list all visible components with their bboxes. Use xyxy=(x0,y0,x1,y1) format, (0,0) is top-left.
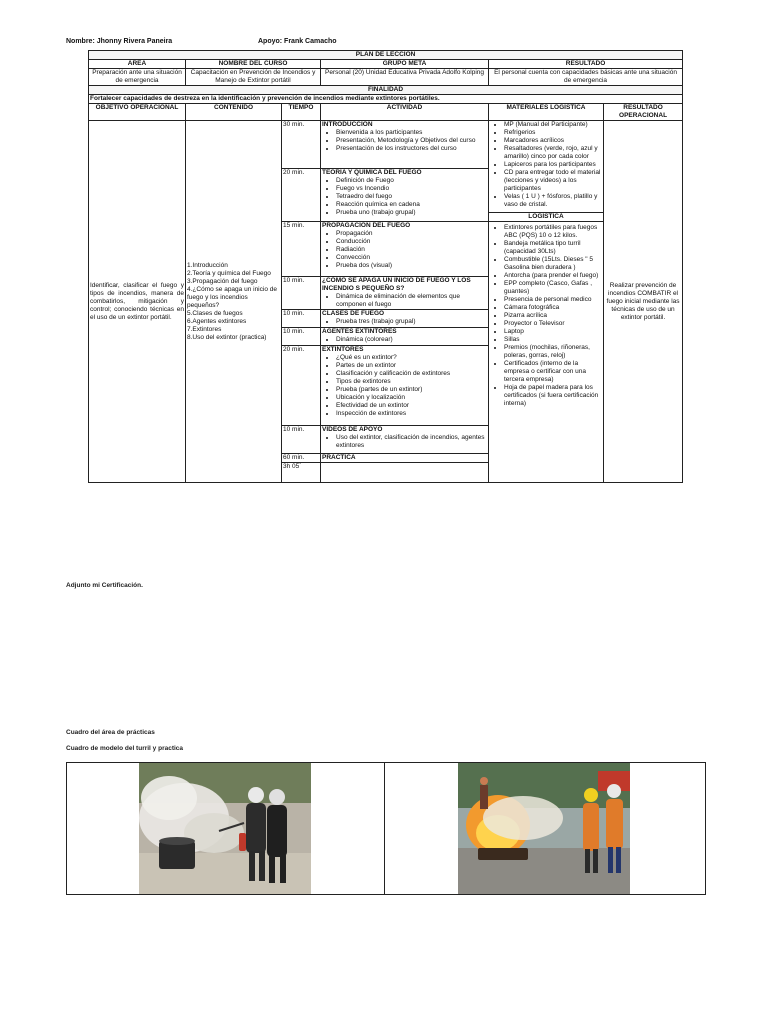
time-cell: 20 min. xyxy=(282,169,321,222)
activity-item: • Efectividad de un extintor xyxy=(336,402,487,410)
activity-item: • Bienvenida a los participantes xyxy=(336,129,487,137)
logistics-item: • Sillas xyxy=(504,336,602,344)
logistics-item: • Cámara fotográfica xyxy=(504,304,602,312)
header-contenido: CONTENIDO xyxy=(186,104,282,121)
activity-item: • Conducción xyxy=(336,238,487,246)
finalidad-label: FINALIDAD xyxy=(89,86,683,95)
extinguisher-practice-photo-2 xyxy=(458,763,630,894)
plan-title: PLAN DE LECCION xyxy=(89,51,683,60)
finalidad-text: Fortalecer capacidades de destreza en la identificación y prevención de incendios mediante extintores portátiles. xyxy=(89,95,683,104)
activity-cell xyxy=(321,426,489,454)
material-item: • MP (Manual del Participante) xyxy=(504,121,602,129)
logistics-item: • Premios (mochilas, riñoneras, poleras, gorras, reloj) xyxy=(504,344,602,360)
activity-cell xyxy=(321,222,489,277)
activity-item: • Prueba dos (visual) xyxy=(336,262,487,270)
activity-item: • Dinámica de eliminación de elementos que componen el fuego xyxy=(336,293,487,309)
activity-title: AGENTES EXTINTORES xyxy=(322,328,397,335)
practice-photos xyxy=(66,762,706,895)
activity-item: • Partes de un extintor xyxy=(336,362,487,370)
author-name: Nombre: Jhonny Rivera Paneira xyxy=(66,38,173,45)
time-cell: 10 min. xyxy=(282,310,321,328)
content-item: 8.Uso del extintor (practica) xyxy=(187,333,267,341)
col-grupo: GRUPO META xyxy=(321,60,489,69)
activity-item: • Prueba uno (trabajo grupal) xyxy=(336,209,487,217)
logistics-item: • Extintores portátiles para fuegos ABC (PQS) 10 o 12 kilos. xyxy=(504,224,602,240)
time-cell: 10 min. xyxy=(282,328,321,346)
logistics-label: LOGISTICA xyxy=(489,212,603,222)
activity-title: CLASES DE FUEGO xyxy=(322,310,385,317)
activity-item: • Propagación xyxy=(336,230,487,238)
activity-title: EXTINTORES xyxy=(322,346,364,353)
activity-item: • Clasificación y calificación de extintores xyxy=(336,370,487,378)
activity-item: • Ubicación y localización xyxy=(336,394,487,402)
activity-cell xyxy=(321,310,489,328)
time-cell: 30 min. xyxy=(282,121,321,169)
activity-title: VIDEOS DE APOYO xyxy=(322,426,383,433)
content-item: 1.Introducción xyxy=(187,261,228,269)
time-cell: 10 min. xyxy=(282,426,321,454)
content-item: 2.Teoría y química del Fuego xyxy=(187,269,271,277)
activity-item: • Reacción química en cadena xyxy=(336,201,487,209)
extinguisher-practice-photo-1 xyxy=(139,763,311,894)
total-time: 3h 05´ xyxy=(282,463,321,483)
activity-item: • ¿Qué es un extintor? xyxy=(336,354,487,362)
activity-item: • Uso del extintor, clasificación de incendios, agentes extintores xyxy=(336,434,487,450)
activity-item: • Inspección de extintores xyxy=(336,410,487,418)
activity-item: • Definición de Fuego xyxy=(336,177,487,185)
activity-item: • Prueba (partes de un extintor) xyxy=(336,386,487,394)
support-name: Apoyo: Frank Camacho xyxy=(258,38,337,45)
col-nombre: NOMBRE DEL CURSO xyxy=(186,60,321,69)
activity-title: PROPAGACION DEL FUEGO xyxy=(322,222,411,229)
activity-cell xyxy=(321,277,489,310)
time-cell: 20 min. xyxy=(282,346,321,426)
logistics-item: • Proyector o Televisor xyxy=(504,320,602,328)
material-item: • Resaltadores (verde, rojo, azul y amarillo) cinco por cada color xyxy=(504,145,602,161)
logistics-item: • Antorcha (para prender el fuego) xyxy=(504,272,602,280)
time-cell: 60 min. xyxy=(282,454,321,463)
practice-area-caption: Cuadro del área de prácticas xyxy=(66,729,155,736)
time-cell: 10 min. xyxy=(282,277,321,310)
logistics-item: • Laptop xyxy=(504,328,602,336)
logistics-item: • Hoja de papel madera para los certificados (si fuera certificación interna) xyxy=(504,384,602,408)
header-actividad: ACTIVIDAD xyxy=(321,104,489,121)
activity-item: • Radiación xyxy=(336,246,487,254)
photo-divider xyxy=(384,763,385,894)
logistics-item: • Certificados (interno de la empresa o certificar con una tercera empresa) xyxy=(504,360,602,384)
content-cell xyxy=(186,121,282,483)
lesson-plan-table xyxy=(88,50,683,483)
activity-item: • Tetraedro del fuego xyxy=(336,193,487,201)
header-objetivo: OBJETIVO OPERACIONAL xyxy=(89,104,186,121)
material-item: • CD para entregar todo el material (lecciones y videos) a los participantes xyxy=(504,169,602,193)
result-value: El personal cuenta con capacidades básicas ante una situación de emergencia xyxy=(489,69,683,86)
activity-title: INTRODUCCION xyxy=(322,121,373,128)
activity-cell xyxy=(321,169,489,222)
activity-item: • Convección xyxy=(336,254,487,262)
logistics-item: • Combustible (15Lts. Dieses " 5 Gasolina bien duradera ) xyxy=(504,256,602,272)
barrel-model-caption: Cuadro de modelo del turril y practica xyxy=(66,745,184,752)
header-materiales: MATERIALES LOGISTICA xyxy=(489,104,604,121)
logistics-item: • EPP completo (Casco, Gafas , guantes) xyxy=(504,280,602,296)
content-item: 3.Propagación del fuego xyxy=(187,277,258,285)
activity-cell xyxy=(321,454,489,463)
col-resultado: RESULTADO xyxy=(489,60,683,69)
activity-item: • Presentación de los instructores del curso xyxy=(336,145,487,153)
content-item: 4.¿Cómo se apaga un inicio de fuego y los incendios pequeños? xyxy=(187,285,277,309)
operational-result-cell: Realizar prevención de incendios COMBATIR el fuego inicial mediante las técnicas de uso de un extintor portátil. xyxy=(604,121,683,483)
header-resultado-op: RESULTADO OPERACIONAL xyxy=(604,104,683,121)
area-value: Preparación ante una situación de emergencia xyxy=(89,69,186,86)
activity-item: • Prueba tres (trabajo grupal) xyxy=(336,318,487,326)
activity-title: PRACTICA xyxy=(322,454,356,461)
material-item: • Marcadores acrílicos xyxy=(504,137,602,145)
target-group-value: Personal (20) Unidad Educativa Privada Adolfo Kolping xyxy=(321,69,489,86)
material-item: • Lapiceros para los participantes xyxy=(504,161,602,169)
activity-item: • Fuego vs Incendio xyxy=(336,185,487,193)
materials-cell xyxy=(489,121,604,483)
activity-item: • Tipos de extintores xyxy=(336,378,487,386)
activity-cell xyxy=(321,328,489,346)
activity-title: TEORIA Y QUIMICA DEL FUEGO xyxy=(322,169,422,176)
attachment-note: Adjunto mi Certificación. xyxy=(66,582,143,589)
time-cell: 15 min. xyxy=(282,222,321,277)
activity-cell xyxy=(321,346,489,426)
activity-cell xyxy=(321,121,489,169)
course-name-value: Capacitación en Prevención de Incendios y Manejo de Extintor portátil xyxy=(186,69,321,86)
activity-item: • Presentación, Metodología y Objetivos del curso xyxy=(336,137,487,145)
logistics-item: • Presencia de personal medico xyxy=(504,296,602,304)
material-item: • Velas ( 1 U ) + fósforos, platillo y vaso de cristal. xyxy=(504,193,602,209)
activity-item: • Dinámica (colorear) xyxy=(336,336,487,344)
logistics-item: • Bandeja metálica tipo turril (capacidad 30Lts) xyxy=(504,240,602,256)
content-item: 5.Clases de fuegos xyxy=(187,309,243,317)
logistics-item: • Pizarra acrílica xyxy=(504,312,602,320)
empty-cell xyxy=(321,463,489,483)
content-item: 6.Agentes extintores xyxy=(187,317,247,325)
material-item: • Refrigerios xyxy=(504,129,602,137)
header-tiempo: TIEMPO xyxy=(282,104,321,121)
content-item: 7.Extintores xyxy=(187,325,222,333)
activity-row xyxy=(89,121,683,169)
objective-cell: Identificar, clasificar el fuego y tipos de incendios, manera de combatirlos, mitigación y control; conociendo técnicas en el uso de un extintor portátil. xyxy=(89,121,186,483)
activity-title: ¿CÓMO SE APAGA UN INICIO DE FUEGO Y LOS INCENDIO S PEQUEÑO S? xyxy=(322,277,471,292)
col-area: AREA xyxy=(89,60,186,69)
